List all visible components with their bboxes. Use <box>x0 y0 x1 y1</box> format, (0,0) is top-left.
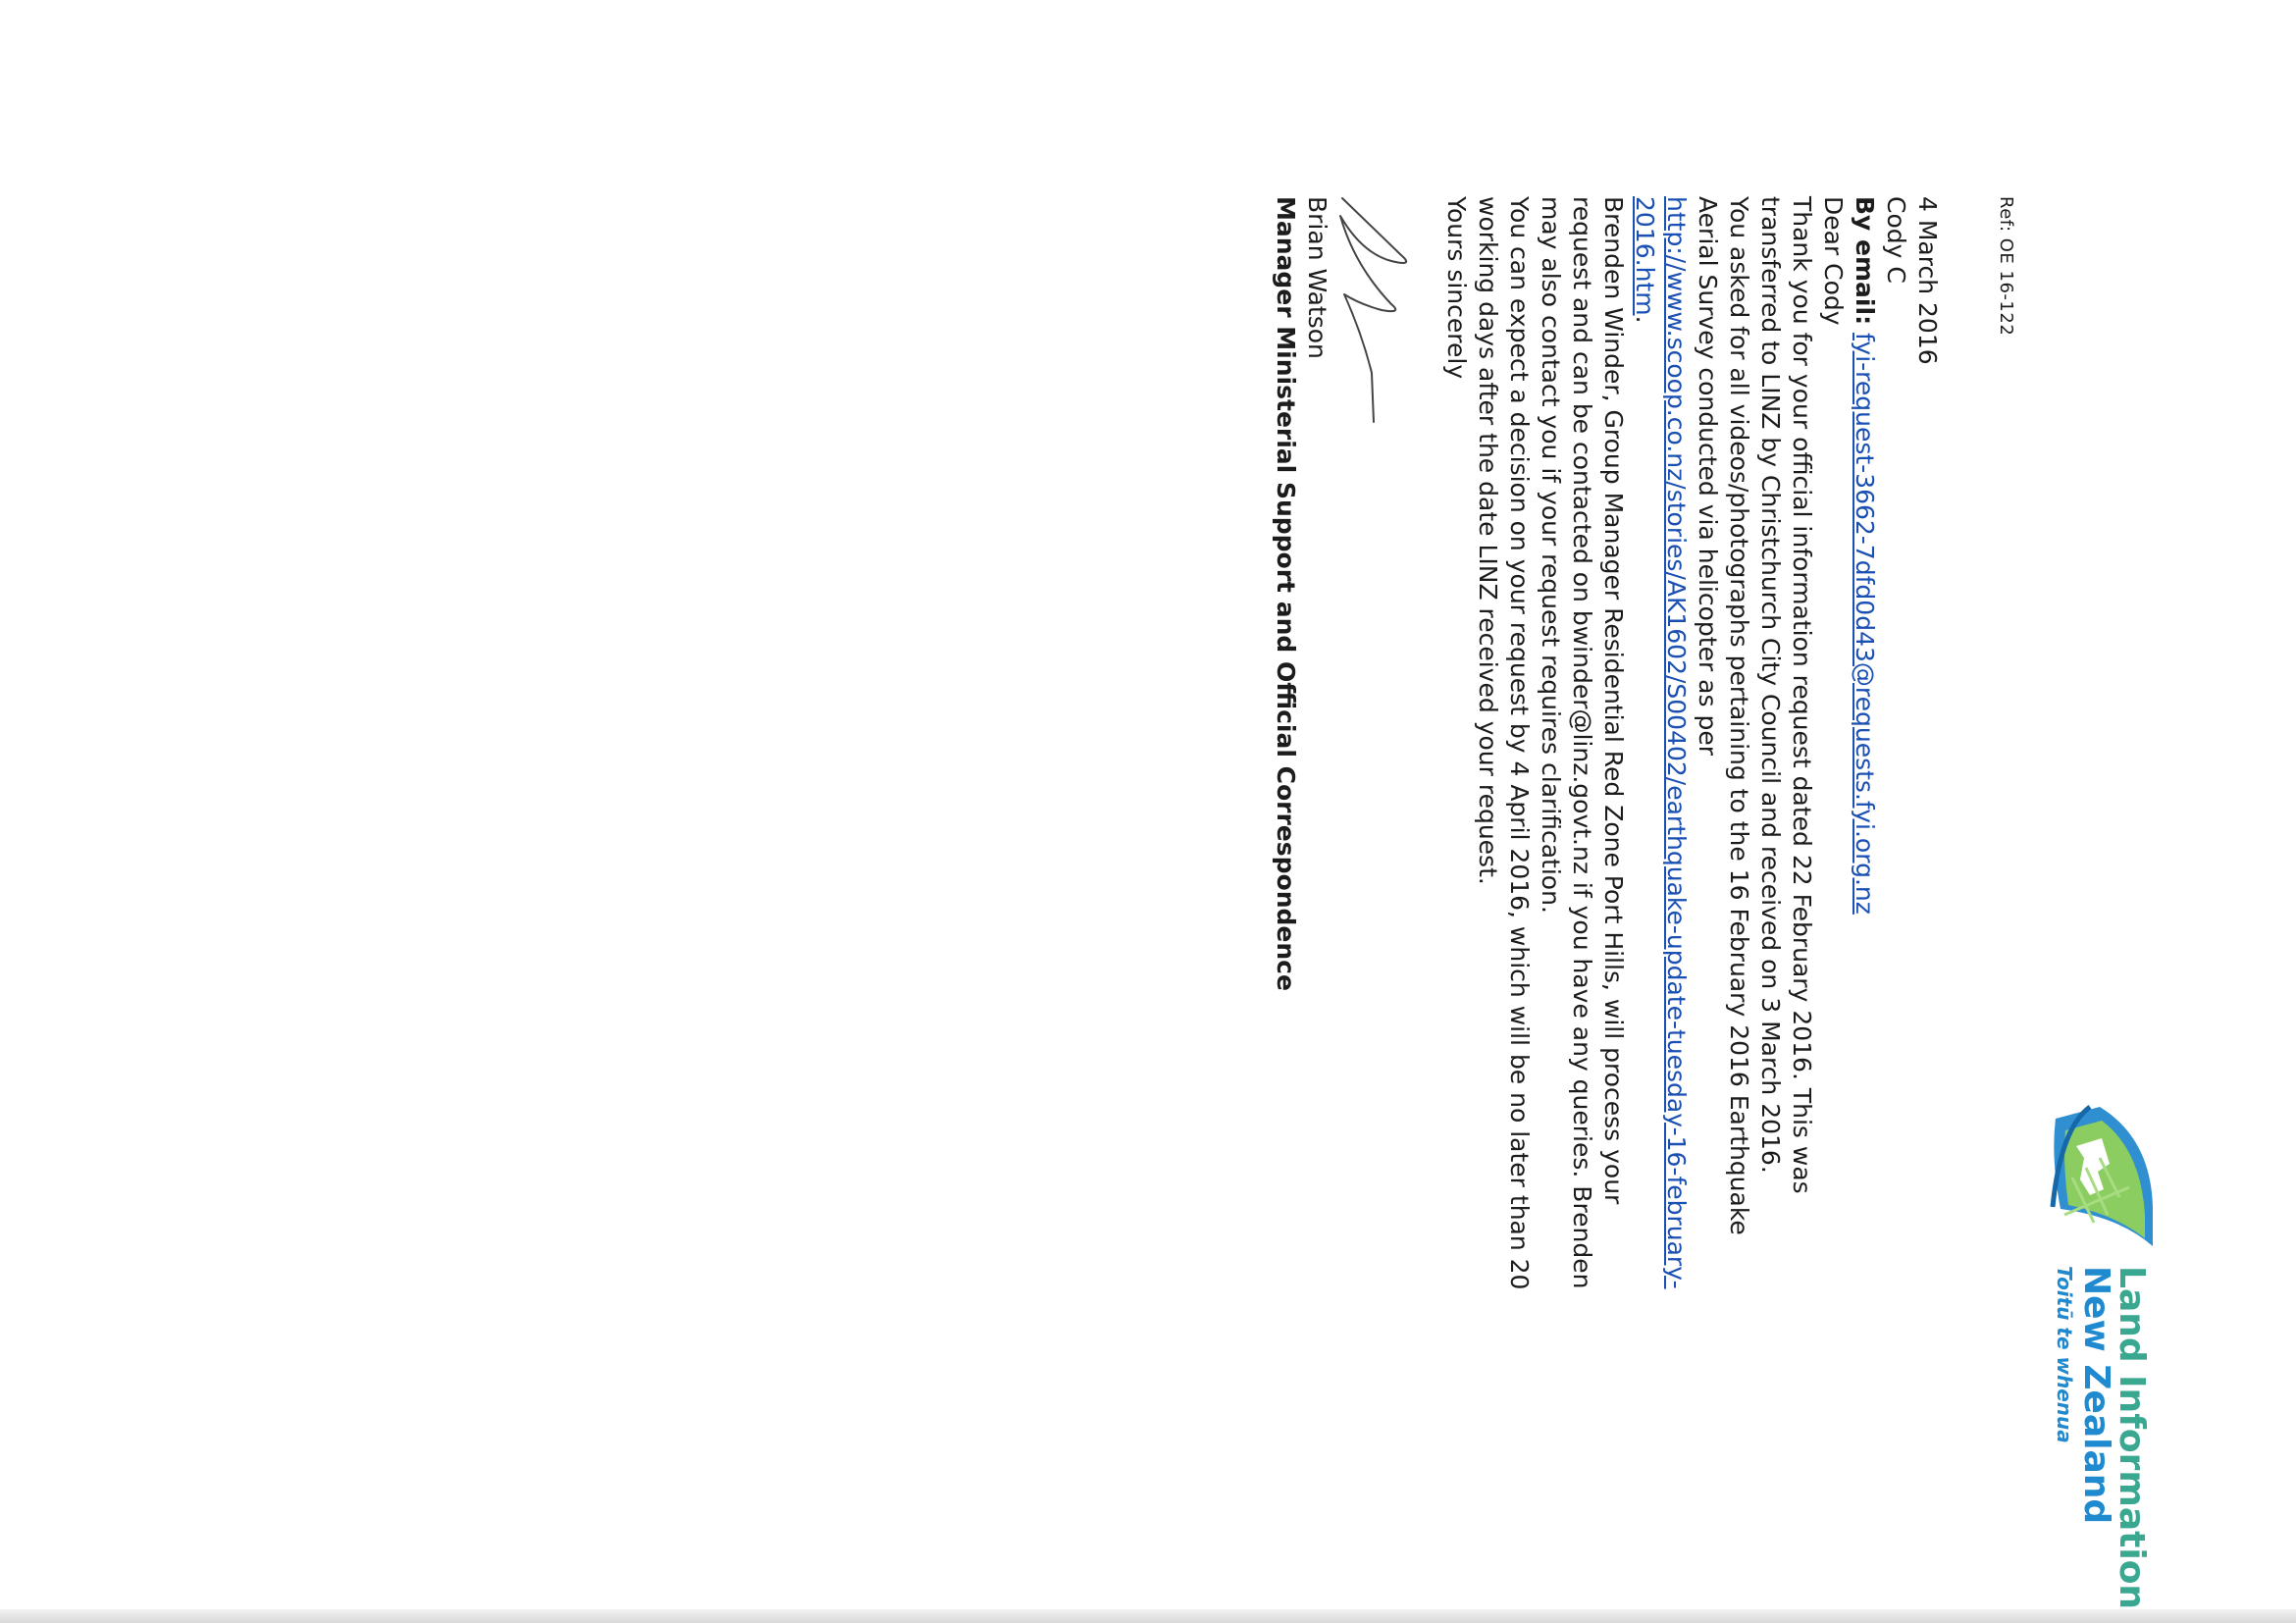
signer-title: Manager Ministerial Support and Official Correspondence <box>1272 196 1300 991</box>
paragraph-2-text: You asked for all videos/photographs pertaining to the 16 February 2016 Earthquake Aerial Survey conducted via helicopter as per <box>1694 196 1753 1235</box>
logo-line-2: New Zealand <box>2076 1266 2116 1525</box>
scoop-article-link[interactable]: http://www.scoop.co.nz/stories/AK1602/S00402/earthquake-update-tuesday-16-february-2016.htm <box>1631 196 1691 1289</box>
closing: Yours sincerely <box>1442 196 1471 380</box>
signer-name: Brian Watson <box>1303 196 1331 359</box>
logo-line-1: Land Information <box>2112 1266 2152 1610</box>
letter-body <box>1270 196 1943 1305</box>
linz-map-logo-icon <box>2041 1099 2159 1256</box>
linz-logo <box>2041 1099 2159 1610</box>
logo-line-3: Toitū te whenua <box>2053 1266 2076 1443</box>
email-label: By email: <box>1851 196 1879 326</box>
paragraph-2 <box>1629 196 1754 1305</box>
email-link[interactable]: fyi-request-3662-7dfd0d43@requests.fyi.org.nz <box>1851 333 1879 915</box>
recipient-name: Cody C <box>1882 196 1910 284</box>
paragraph-1: Thank you for your official information request dated 22 February 2016. This was transferred to LINZ by Christchurch City Council and received on 3 March 2016. <box>1756 196 1816 1194</box>
paragraph-2-end: . <box>1631 315 1659 324</box>
reference-number: Ref: OE 16-122 <box>1996 196 2016 337</box>
letter-date: 4 March 2016 <box>1913 196 1942 365</box>
handwritten-signature <box>1332 196 1431 451</box>
paragraph-3: Brenden Winder, Group Manager Residential Red Zone Port Hills, will process your request and can be contacted on bwinder@linz.govt.nz if you have any queries. Brenden may also contact you if your request requires clarification. <box>1537 196 1628 1289</box>
recipient-email <box>1849 196 1880 1305</box>
logo-text <box>2053 1266 2152 1610</box>
scan-edge <box>0 1609 2296 1623</box>
salutation: Dear Cody <box>1819 196 1848 326</box>
paragraph-4: You can expect a decision on your request by 4 April 2016, which will be no later than 20 working days after the date LINZ received your request. <box>1474 196 1534 1290</box>
